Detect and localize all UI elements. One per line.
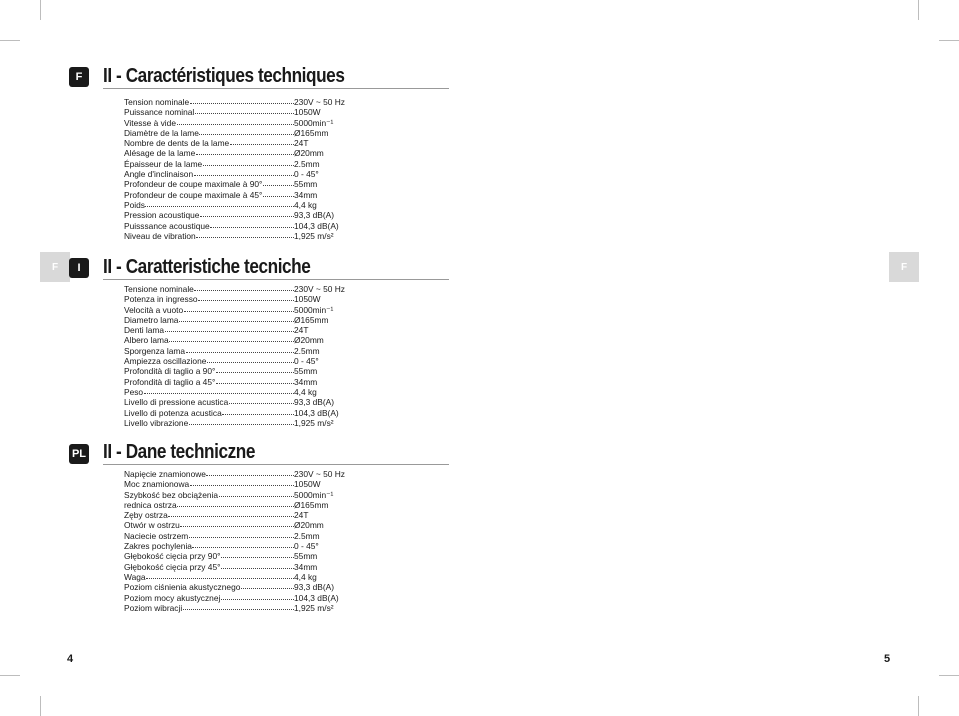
crop-mark xyxy=(0,40,20,41)
spec-value: Ø165mm xyxy=(294,127,329,138)
dot-leader xyxy=(196,147,294,155)
spec-label: Albero lama xyxy=(124,335,169,346)
crop-mark xyxy=(918,0,919,20)
spec-label: Puissance nominal xyxy=(124,107,195,118)
dot-leader xyxy=(199,127,293,135)
spec-value: 1,925 m/s² xyxy=(294,230,334,241)
crop-mark xyxy=(0,675,20,676)
spec-value: 5000min⁻¹ xyxy=(294,304,334,315)
crop-mark xyxy=(939,40,959,41)
spec-row xyxy=(124,603,354,613)
spec-value: 5000min⁻¹ xyxy=(294,489,334,500)
spec-value: 55mm xyxy=(294,551,318,562)
spec-label: Zakres pochylenia xyxy=(124,541,192,552)
spec-value: 55mm xyxy=(294,366,318,377)
spec-row xyxy=(124,231,354,241)
spec-label: Peso xyxy=(124,386,144,397)
spec-value: 93,3 dB(A) xyxy=(294,397,335,408)
spec-label: Otwór w ostrzu xyxy=(124,520,180,531)
dot-leader xyxy=(165,324,294,332)
dot-leader xyxy=(263,178,294,186)
spec-value: 55mm xyxy=(294,179,318,190)
crop-mark xyxy=(40,696,41,716)
dot-leader xyxy=(169,334,293,342)
dot-leader xyxy=(241,581,294,589)
dot-leader xyxy=(194,283,293,291)
language-tab-fr: F xyxy=(69,67,89,87)
language-tab-it: I xyxy=(69,258,89,278)
spec-label: Ampiezza oscillazione xyxy=(124,356,207,367)
spec-label: Vitesse à vide xyxy=(124,117,176,128)
spec-label: Naciecie ostrzem xyxy=(124,530,189,541)
dot-leader xyxy=(219,489,294,497)
spec-label: Niveau de vibration xyxy=(124,230,196,241)
dot-leader xyxy=(190,96,294,104)
dot-leader xyxy=(194,168,294,176)
spec-value: 24T xyxy=(294,138,309,149)
spec-row xyxy=(124,418,354,428)
spec-value: Ø20mm xyxy=(294,520,324,531)
dot-leader xyxy=(203,158,294,166)
dot-leader xyxy=(210,220,293,228)
dot-leader xyxy=(146,571,293,579)
spec-value: 104,3 dB(A) xyxy=(294,407,339,418)
crop-mark xyxy=(918,696,919,716)
dot-leader xyxy=(221,592,294,600)
dot-leader xyxy=(179,314,294,322)
section-title: II - Dane techniczne xyxy=(103,441,255,463)
spec-label: Sporgenza lama xyxy=(124,345,185,356)
spec-value: 1050W xyxy=(294,107,321,118)
spec-value: 5000min⁻¹ xyxy=(294,117,334,128)
spec-value: 93,3 dB(A) xyxy=(294,582,335,593)
crop-mark xyxy=(40,0,41,20)
dot-leader xyxy=(207,355,294,363)
spec-label: Głębokość cięcia przy 45° xyxy=(124,561,221,572)
spec-label: Profondeur de coupe maximale à 90° xyxy=(124,179,263,190)
dot-leader xyxy=(196,230,293,238)
spec-value: 34mm xyxy=(294,561,318,572)
spec-value: 0 - 45° xyxy=(294,356,319,367)
dot-leader xyxy=(263,189,294,197)
dot-leader xyxy=(216,376,294,384)
dot-leader xyxy=(200,209,294,217)
spec-value: 1050W xyxy=(294,294,321,305)
spec-label: Poziom ciśnienia akustycznego xyxy=(124,582,241,593)
spec-row xyxy=(124,572,354,582)
dot-leader xyxy=(177,117,294,125)
section-heading-pl xyxy=(103,440,449,465)
spec-value: 4,4 kg xyxy=(294,199,317,210)
dot-leader xyxy=(144,386,294,394)
dot-leader xyxy=(177,499,293,507)
spec-label: Puisssance acoustique xyxy=(124,220,210,231)
spec-label: Diametro lama xyxy=(124,314,179,325)
spec-label: Tensione nominale xyxy=(124,284,194,294)
spec-value: Ø165mm xyxy=(294,314,329,325)
page-number-right: 5 xyxy=(884,653,891,665)
dot-leader xyxy=(189,417,294,425)
dot-leader xyxy=(222,407,293,415)
dot-leader xyxy=(221,550,294,558)
page-number-left: 4 xyxy=(67,653,74,665)
dot-leader xyxy=(186,345,294,353)
spec-label: Pression acoustique xyxy=(124,210,200,221)
spec-value: 4,4 kg xyxy=(294,386,317,397)
spec-value: 34mm xyxy=(294,189,318,200)
spec-value: 24T xyxy=(294,510,309,521)
spec-label: Denti lama xyxy=(124,325,165,336)
spec-label: Potenza in ingresso xyxy=(124,294,198,305)
dot-leader xyxy=(180,519,293,527)
dot-leader xyxy=(168,509,293,517)
spec-label: Livello di potenza acustica xyxy=(124,407,222,418)
dot-leader xyxy=(195,106,294,114)
dot-leader xyxy=(192,540,293,548)
spec-label: Profondeur de coupe maximale à 45° xyxy=(124,189,263,200)
section-title: II - Caractéristiques techniques xyxy=(103,65,345,87)
spec-row xyxy=(124,169,354,179)
spec-value: Ø165mm xyxy=(294,499,329,510)
spec-value: Ø20mm xyxy=(294,335,324,346)
spec-value: 0 - 45° xyxy=(294,541,319,552)
section-heading-it xyxy=(103,255,449,280)
spec-list-it xyxy=(124,284,354,428)
section-title: II - Caratteristiche tecniche xyxy=(103,256,311,278)
dot-leader xyxy=(183,602,294,610)
spec-value: 93,3 dB(A) xyxy=(294,210,335,221)
dot-leader xyxy=(216,365,294,373)
spec-label: Diamètre de la lame xyxy=(124,127,199,138)
crop-mark xyxy=(939,675,959,676)
spec-value: 230V ~ 50 Hz xyxy=(294,284,345,294)
dot-leader xyxy=(230,137,294,145)
spec-value: 230V ~ 50 Hz xyxy=(294,469,345,479)
spec-value: 2.5mm xyxy=(294,345,320,356)
spec-value: 24T xyxy=(294,325,309,336)
spec-list-pl xyxy=(124,469,354,613)
spec-label: Livello di pressione acustica xyxy=(124,397,229,408)
spec-label: Moc znamionowa xyxy=(124,479,190,490)
spec-value: 1050W xyxy=(294,479,321,490)
spec-label: Alésage de la lame xyxy=(124,148,196,159)
spec-value: 1,925 m/s² xyxy=(294,417,334,428)
language-tab-pl: PL xyxy=(69,444,89,464)
dot-leader xyxy=(145,199,293,207)
spec-label: Livello vibrazione xyxy=(124,417,189,428)
spec-label: Nombre de dents de la lame xyxy=(124,138,230,149)
spec-row xyxy=(124,179,354,189)
dot-leader xyxy=(184,304,294,312)
side-language-tab-left: F xyxy=(40,252,70,282)
spec-label: Waga xyxy=(124,571,146,582)
spec-value: 2.5mm xyxy=(294,530,320,541)
side-language-tab-right: F xyxy=(889,252,919,282)
spec-value: 0 - 45° xyxy=(294,169,319,180)
spec-label: Profondità di taglio a 45° xyxy=(124,376,216,387)
spec-label: Poziom mocy akustycznej xyxy=(124,592,221,603)
spec-value: 4,4 kg xyxy=(294,571,317,582)
spec-value: 1,925 m/s² xyxy=(294,602,334,613)
spec-label: Tension nominale xyxy=(124,97,190,107)
spec-label: Napięcie znamionowe xyxy=(124,469,206,479)
spec-label: Głębokość cięcia przy 90° xyxy=(124,551,221,562)
dot-leader xyxy=(190,478,294,486)
dot-leader xyxy=(198,293,293,301)
spec-value: Ø20mm xyxy=(294,148,324,159)
spec-value: 230V ~ 50 Hz xyxy=(294,97,345,107)
spec-label: Épaisseur de la lame xyxy=(124,158,203,169)
spec-list-fr xyxy=(124,97,354,241)
spec-label: Poziom wibracji xyxy=(124,602,183,613)
spec-value: 2.5mm xyxy=(294,158,320,169)
dot-leader xyxy=(229,396,294,404)
dot-leader xyxy=(206,468,293,476)
spec-label: Velocità a vuoto xyxy=(124,304,184,315)
spec-value: 104,3 dB(A) xyxy=(294,220,339,231)
spec-label: Zęby ostrza xyxy=(124,510,168,521)
spec-value: 34mm xyxy=(294,376,318,387)
dot-leader xyxy=(221,561,294,569)
section-heading-fr xyxy=(103,64,449,89)
spec-label: Angle d'inclinaison xyxy=(124,169,194,180)
dot-leader xyxy=(189,530,294,538)
spec-label: Profondità di taglio a 90° xyxy=(124,366,216,377)
spec-value: 104,3 dB(A) xyxy=(294,592,339,603)
spec-label: Szybkość bez obciążenia xyxy=(124,489,219,500)
spec-label: Poids xyxy=(124,199,145,210)
spec-label: rednica ostrza xyxy=(124,499,177,510)
